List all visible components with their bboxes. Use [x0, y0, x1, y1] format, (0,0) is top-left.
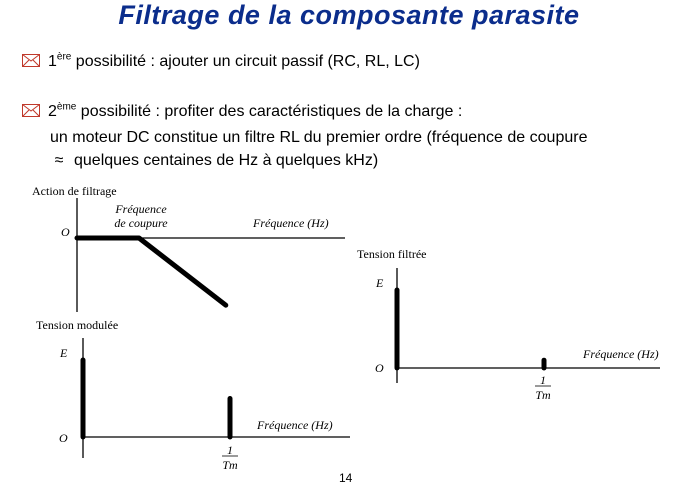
bullet-2-ordinal-sup: ème — [56, 101, 77, 113]
bullet-1-ordinal: 1 — [48, 53, 57, 70]
annotation-line-2: de coupure — [114, 216, 168, 230]
chart-modulated-tick-denominator: Tm — [222, 458, 238, 472]
page-number: 14 — [339, 471, 353, 485]
chart-filtered-xlabel: Fréquence (Hz) — [583, 347, 659, 361]
bullet-2-continuation-2-text: quelques centaines de Hz à quelques kHz) — [74, 152, 379, 169]
chart-filtered-title: Tension filtrée — [357, 247, 427, 261]
bullet-2-ordinal: 2 — [48, 103, 57, 120]
chart-filtered-origin: O — [375, 361, 384, 375]
bullet-2-text: possibilité : profiter des caractéristiques de la charge : — [76, 103, 463, 120]
chart-modulated-tick-numerator: 1 — [227, 443, 233, 457]
chart-modulated-title: Tension modulée — [36, 318, 119, 332]
chart-modulated-origin: O — [59, 431, 68, 445]
chart-modulated-y-label: E — [60, 346, 68, 360]
chart-filtered-tick-numerator: 1 — [540, 373, 546, 387]
chart-modulated-axes — [83, 338, 350, 458]
chart-filtering-series-line — [77, 238, 226, 305]
chart-filtering-annotation — [108, 202, 174, 230]
bullet-1-text: possibilité : ajouter un circuit passif (RC, RL, LC) — [71, 53, 420, 70]
chart-filtered-axes — [397, 268, 660, 383]
slide-title: Filtrage de la composante parasite — [118, 0, 580, 30]
approx-symbol: ≈ — [54, 152, 64, 169]
annotation-line-1: Fréquence — [115, 202, 167, 216]
bullet-2-continuation-1: un moteur DC constitue un filtre RL du premier ordre (fréquence de coupure — [50, 129, 588, 146]
chart-filtered-y-label: E — [376, 276, 384, 290]
chart-filtering-title: Action de filtrage — [32, 184, 117, 198]
chart-filtering-origin: O — [61, 225, 70, 239]
chart-modulated-xlabel: Fréquence (Hz) — [257, 418, 333, 432]
bullet-1-ordinal-sup: ère — [56, 51, 72, 63]
chart-filtered-tick-denominator: Tm — [535, 388, 551, 402]
chart-filtering-xlabel: Fréquence (Hz) — [253, 216, 329, 230]
